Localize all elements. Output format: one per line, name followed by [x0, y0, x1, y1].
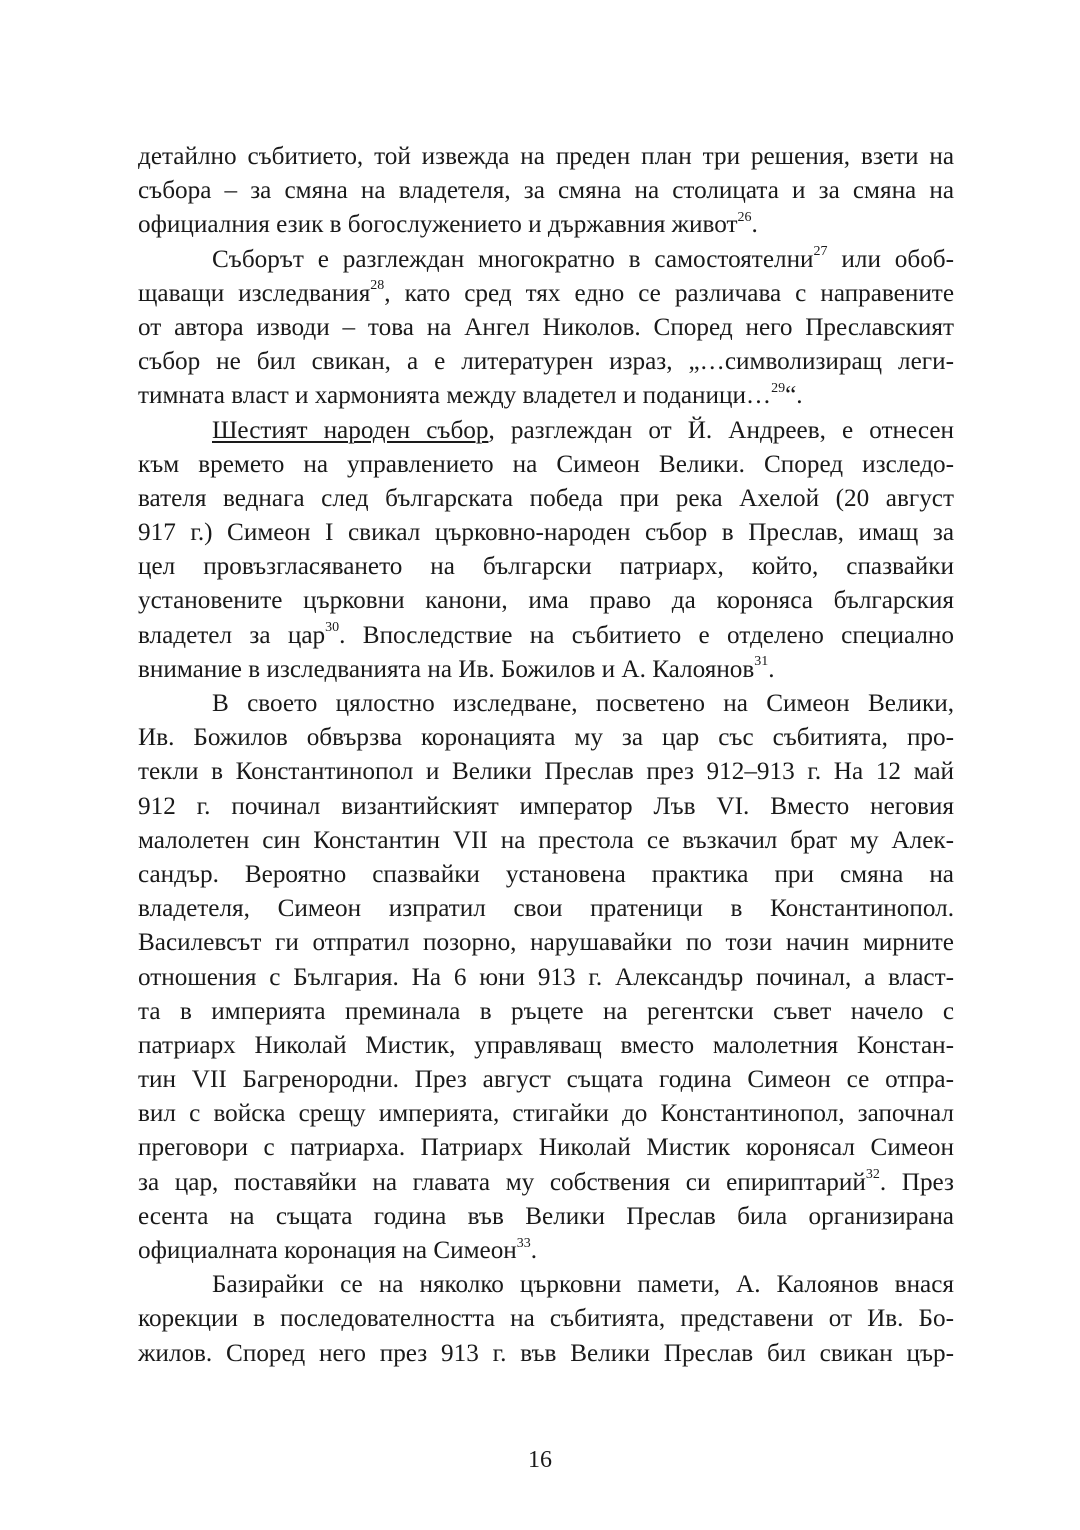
text-line: текли в Константинопол и Велики Преслав през 912–913 г. На 12 май [138, 758, 954, 786]
text-line: събор не бил свикан, а е литературен израз, „…символизиращ леги- [138, 348, 954, 376]
paragraph-3 [138, 414, 954, 688]
text-line: цел провъзгласяването на български патриарх, който, спазвайки [138, 553, 954, 581]
text-line: малолетен син Константин VII на престола се възкачил брат му Алек- [138, 826, 954, 854]
text-line: отношения с България. На 6 юни 913 г. Александър починал, а власт- [138, 963, 954, 991]
text-line: Шестият народен събор, разглеждан от Й. Андреев, е отнесен [212, 416, 954, 444]
page-body [138, 140, 954, 1371]
text-line: 912 г. починал византийският император Лъв VI. Вместо неговия [138, 792, 954, 820]
text-line: та в империята преминала в ръцете на регентски съвет начело с [138, 997, 954, 1025]
text-line: установените църковни канони, има право да короняса българския [138, 587, 954, 615]
text-line: внимание в изследванията на Ив. Божилов и А. Калоянов$^{31}$. [138, 654, 775, 683]
text-line: тин VII Багренородни. През август същата година Симеон се отпра- [138, 1066, 954, 1094]
text-line: детайлно събитието, той извежда на преден план три решения, взети на [138, 143, 954, 170]
text-line: корекции в последователността на събитията, представени от Ив. Бо- [138, 1305, 954, 1333]
text-line: В своето цялостно изследване, посветено на Симеон Велики, [212, 690, 954, 717]
footnote-ref-29[interactable]: 29 [771, 380, 786, 396]
text-line: есента на същата година във Велики Преслав била организирана [138, 1202, 954, 1230]
text-line: Базирайки се на няколко църковни памети, А. Калоянов внася [212, 1271, 954, 1299]
paragraph-2 [138, 243, 954, 414]
footnote-ref-28[interactable]: 28 [370, 278, 385, 294]
underlined-term: Шестият народен събор [212, 416, 489, 444]
text-line: официалната коронация на Симеон$^{33}$. [138, 1235, 538, 1264]
paragraph-4 [138, 687, 954, 1268]
text-line: тимната власт и хармонията между владетел и поданици…$^{29}$“. [138, 380, 803, 410]
footnote-ref-31[interactable]: 31 [754, 654, 769, 670]
footnote-ref-33[interactable]: 33 [516, 1235, 531, 1251]
text-line: владетеля, Симеон изпратил свои пратеници в Константинопол. [138, 895, 954, 923]
page-number: 16 [528, 1447, 552, 1473]
text-line: към времето на управлението на Симеон Велики. Според изследо- [138, 450, 954, 478]
text-line: Василевсът ги отпратил позорно, нарушавайки по този начин мирните [138, 929, 954, 957]
text-line: вателя веднага след българската победа при река Ахелой (20 август [138, 484, 954, 512]
footnote-ref-30[interactable]: 30 [325, 620, 340, 636]
text-line: събора – за смяна на владетеля, за смяна на столицата и за смяна на [138, 177, 954, 205]
text-line: жилов. Според него през 913 г. във Велики Преслав бил свикан цър- [138, 1339, 954, 1367]
text-line: 917 г.) Симеон I свикал църковно-народен събор в Преслав, имащ за [138, 519, 954, 547]
text-line: преговори с патриарха. Патриарх Николай Мистик коронясал Симеон [138, 1134, 954, 1162]
text-line: официалния език в богослужението и държавния живот$^{26}$. [138, 209, 758, 239]
footnote-ref-32[interactable]: 32 [865, 1167, 880, 1183]
text-line: патриарх Николай Мистик, управляващ вместо малолетния Констан- [138, 1031, 954, 1059]
footnote-ref-27[interactable]: 27 [813, 244, 828, 260]
text-line: Ив. Божилов обвързва коронацията му за цар със събитията, про- [138, 724, 954, 752]
text-line: за цар, поставяйки на главата му собствения си епириптарий$^{32}$. През [138, 1167, 954, 1196]
text-line: вил с войска срещу империята, стигайки до Константинопол, започнал [138, 1100, 954, 1128]
text-line: сандър. Вероятно спазвайки установена практика при смяна на [138, 860, 954, 888]
text-line: Съборът е разглеждан многократно в самостоятелни$^{27}$ или обоб- [212, 244, 955, 273]
paragraph-1 [138, 140, 954, 243]
footnote-ref-26[interactable]: 26 [737, 209, 752, 225]
text-line: от автора изводи – това на Ангел Николов. Според него Преславският [138, 313, 954, 341]
text-line: владетел за цар$^{30}$. Впоследствие на събитието е отделено специално [138, 620, 954, 649]
paragraph-5 [138, 1268, 954, 1371]
text-line: щаващи изследвания$^{28}$, като сред тях едно се различава с направените [138, 278, 954, 307]
